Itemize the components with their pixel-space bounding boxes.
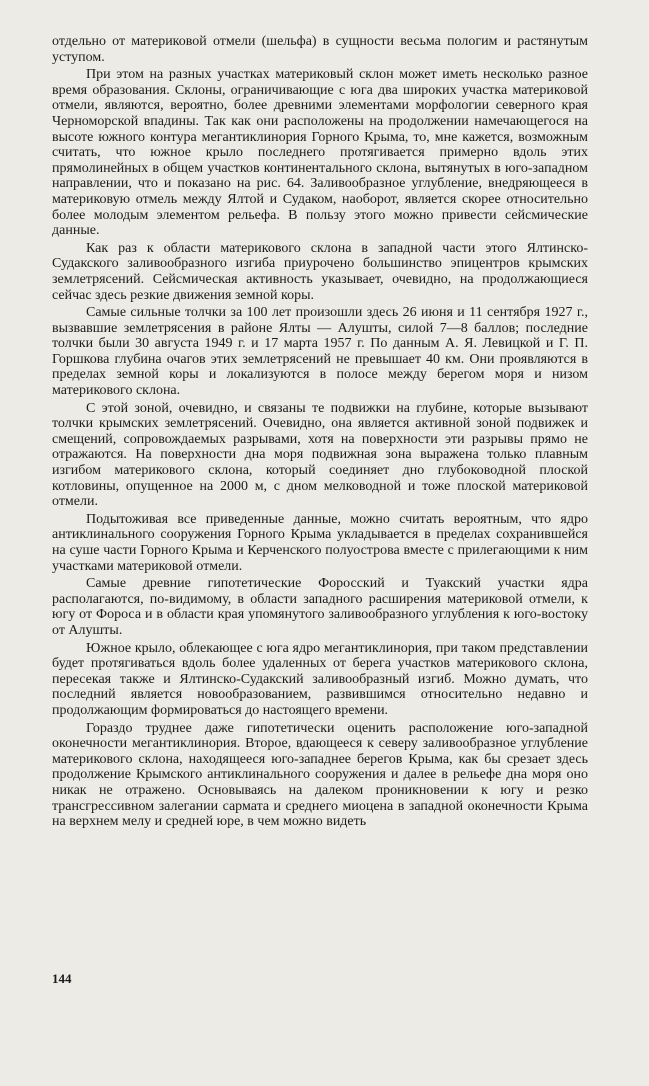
paragraph-4: Самые сильные толчки за 100 лет произошли здесь 26 июня и 11 сентября 1927 г., вызвавшие землетрясения в районе Ялты — Алушты, силой 7—8 баллов; последние толчки были 30 августа 1949 г. и 17 марта 1957 г. По данным А. Я. Левицкой и Г. П. Горшкова глубина очагов этих землетрясений не превышает 40 км. Они проявляются в пределах земной коры и локализуются в полосе между берегом моря и низом материкового склона. bbox=[52, 305, 588, 399]
page-number: 144 bbox=[52, 971, 72, 986]
paragraph-9: Гораздо труднее даже гипотетически оценить расположение юго-западной оконечности мегантиклинория. Второе, вдающееся к северу заливообразное углубление материкового склона, находящееся юго-западнее берегов Крыма, как бы срезает здесь продолжение Крымского антиклинального сооружения и далее в рельефе дна моря оно никак не отражено. Основываясь на далеком проникновении к югу и резко трансгрессивном залегании сармата и среднего миоцена в западной оконечности Крыма на верхнем мелу и средней юре, в чем можно видеть bbox=[52, 720, 588, 830]
page-text bbox=[52, 34, 588, 830]
paragraph-3: Как раз к области материкового склона в западной части этого Ялтинско-Судакского заливообразного изгиба приурочено большинство эпицентров крымских землетрясений. Сейсмическая активность указывает, очевидно, на продолжающиеся сейчас здесь резкие движения земной коры. bbox=[52, 240, 588, 303]
paragraph-7: Самые древние гипотетические Форосский и Туакский участки ядра располагаются, по-видимому, в области западного расширения материковой отмели, к югу от Фороса и в области края упомянутого заливообразного углубления к юго-востоку от Алушты. bbox=[52, 576, 588, 638]
paragraph-5: С этой зоной, очевидно, и связаны те подвижки на глубине, которые вызывают толчки крымских землетрясений. Очевидно, она является активной зоной подвижек и смещений, сопровождаемых разрывами, хотя на поверхности эти разрывы прямо не отражаются. На поверхности дна моря подвижная зона выражена только плавным изгибом материкового склона, который соединяет дно глубоководной плоской котловины, опущенное на 2000 м, с дном мелководной и тоже плоской материковой отмели. bbox=[52, 400, 588, 510]
paragraph-1: отдельно от материковой отмели (шельфа) в сущности весьма пологим и растянутым уступом. bbox=[52, 34, 588, 65]
paragraph-6: Подытоживая все приведенные данные, можно считать вероятным, что ядро антиклинального сооружения Горного Крыма укладывается в пределах сохранившейся на суше части Горного Крыма и Керченского полуострова вместе с прилегающими к ним участками материковой отмели. bbox=[52, 511, 588, 574]
paragraph-8: Южное крыло, облекающее с юга ядро мегантиклинория, при таком представлении будет протягиваться вдоль более удаленных от берега участков материкового склона, пересекая также и Ялтинско-Судакский заливообразный изгиб. Можно думать, что последний является новообразованием, развившимся относительно недавно и продолжающим формироваться до настоящего времени. bbox=[52, 640, 588, 718]
paragraph-2: При этом на разных участках материковый склон может иметь несколько разное время образования. Склоны, ограничивающие с юга два широких участка материковой отмели, являются, вероятно, более древними элементами морфологии северного края Черноморской впадины. Так как они расположены на продолжении намечающегося на высоте южного контура мегантиклинория Горного Крыма, то, мне кажется, возможным считать, что южное крыло последнего протягивается примерно вдоль этих прямолинейных в общем участков континентального склона, вытянутых в юго-западном направлении, что и показано на рис. 64. Заливообразное углубление, внедряющееся в материковую отмель между Ялтой и Судаком, наоборот, является скорее относительно более молодым элементом рельефа. В пользу этого можно привести сейсмические данные. bbox=[52, 67, 588, 239]
